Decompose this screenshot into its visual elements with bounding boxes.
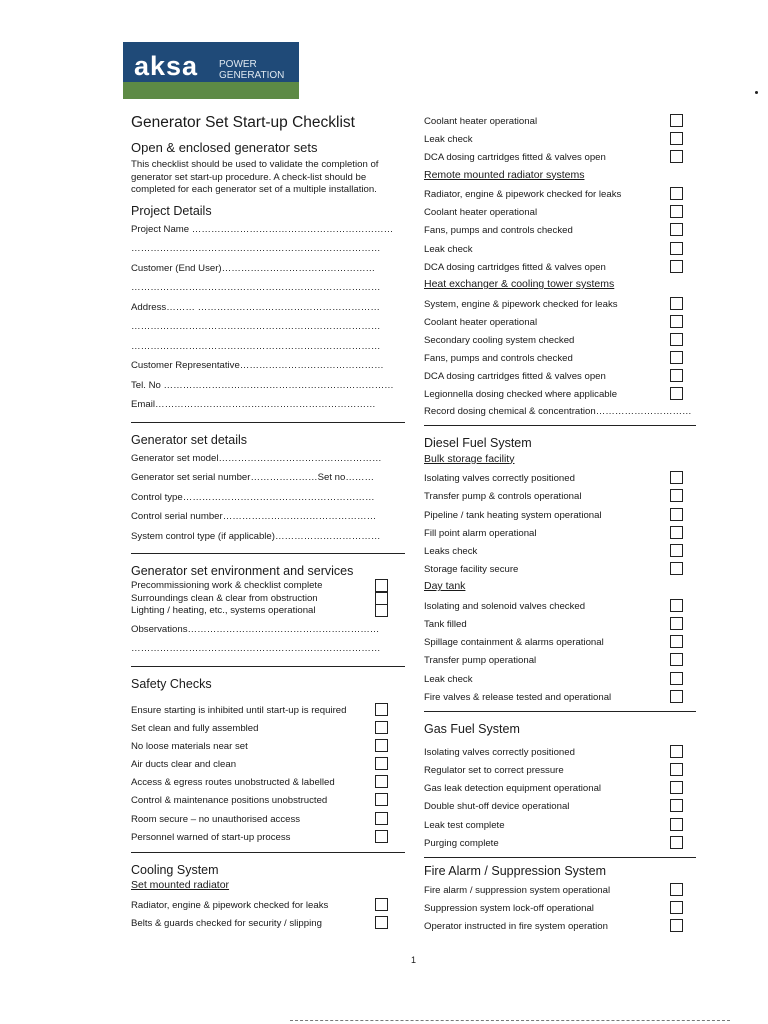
checklist-item [424, 883, 714, 901]
control-type-field[interactable]: Control type…………………………………………………… [131, 491, 375, 503]
checkbox[interactable] [670, 653, 683, 666]
checklist-item [131, 605, 411, 618]
page-title: Generator Set Start-up Checklist [131, 114, 355, 131]
checkbox[interactable] [375, 916, 388, 929]
checkbox[interactable] [670, 672, 683, 685]
checklist-item [424, 508, 714, 526]
checklist-item-label: Coolant heater operational [424, 116, 538, 127]
checklist-item-label: Regulator set to correct pressure [424, 765, 564, 777]
genset-serial-field[interactable]: Generator set serial number…………………Set no……… [131, 472, 375, 483]
checklist-item-label: Legionnella dosing checked where applicable [424, 389, 618, 401]
email-field[interactable]: Email…………………………………………………………… [131, 399, 376, 410]
gas-fuel-list [424, 745, 714, 854]
checklist-item [424, 297, 714, 315]
checklist-item-label: Double shut-off device operational [424, 801, 570, 813]
checklist-item-label: DCA dosing cartridges fitted & valves open [424, 261, 606, 273]
checklist-item [131, 580, 411, 593]
customer-field-cont[interactable]: …………………………………………………………………… [131, 282, 381, 293]
checklist-item-label: Leak check [424, 243, 473, 255]
checkbox[interactable] [670, 544, 683, 557]
checklist-item [424, 150, 714, 168]
checkbox[interactable] [670, 369, 683, 382]
checklist-item-label: Surroundings clean & clear from obstruction [131, 592, 318, 604]
checkbox[interactable] [670, 132, 683, 145]
checkbox[interactable] [670, 114, 683, 127]
checklist-item [131, 793, 411, 811]
checklist-item [424, 635, 714, 653]
fire-alarm-list [424, 883, 714, 938]
checklist-item-label: Coolant heater operational [424, 316, 538, 328]
checkbox[interactable] [375, 703, 388, 716]
checkbox[interactable] [670, 187, 683, 200]
checklist-item-label: Precommissioning work & checklist complete [131, 580, 323, 591]
checkbox[interactable] [375, 592, 388, 605]
bulk-storage-heading: Bulk storage facility [424, 452, 515, 465]
divider [131, 553, 405, 554]
project-details-heading: Project Details [131, 203, 212, 218]
checklist-item [131, 830, 411, 848]
checklist-item [131, 916, 411, 934]
safety-checks-list [131, 703, 411, 849]
company-logo [123, 42, 299, 99]
checklist-item-label: Isolating valves correctly positioned [424, 473, 575, 485]
checklist-item [424, 799, 714, 817]
checklist-item-label: Transfer pump & controls operational [424, 491, 582, 503]
checkbox[interactable] [375, 793, 388, 806]
checklist-item-label: Personnel warned of start-up process [131, 831, 291, 843]
checklist-item-label: Isolating valves correctly positioned [424, 746, 575, 758]
checklist-item [131, 703, 411, 721]
logo-sub-line-1: POWER [219, 59, 257, 70]
checklist-item-label: Radiator, engine & pipework checked for leaks [424, 189, 622, 201]
checkbox[interactable] [375, 757, 388, 770]
environment-list [131, 580, 411, 618]
checklist-item-label: Lighting / heating, etc., systems operational [131, 605, 316, 616]
remote-radiator-heading: Remote mounted radiator systems [424, 168, 585, 181]
checkbox[interactable] [670, 818, 683, 831]
checklist-item-label: No loose materials near set [131, 740, 248, 752]
checkbox[interactable] [670, 745, 683, 758]
checklist-item [424, 526, 714, 544]
checklist-item-label: Fill point alarm operational [424, 527, 537, 539]
checklist-item [131, 721, 411, 739]
cooling-continued-list [424, 114, 714, 169]
checkbox[interactable] [670, 223, 683, 236]
checklist-item-label: Transfer pump operational [424, 655, 537, 667]
description [131, 159, 411, 197]
checklist-item-label: Gas leak detection equipment operational [424, 783, 602, 795]
checkbox[interactable] [670, 526, 683, 539]
observations-field[interactable]: Observations…………………………………………………… [131, 623, 380, 635]
checkbox[interactable] [670, 333, 683, 346]
address-field-cont[interactable]: …………………………………………………………………… [131, 321, 381, 332]
checkbox[interactable] [670, 242, 683, 255]
checklist-item-label: Access & egress routes unobstructed & labelled [131, 777, 335, 789]
customer-field[interactable]: Customer (End User)………………………………………… [131, 262, 376, 274]
checkbox[interactable] [670, 562, 683, 575]
checklist-item [424, 617, 714, 635]
checklist-item-label: Secondary cooling system checked [424, 334, 575, 346]
scan-edge-noise [290, 1020, 730, 1024]
checklist-item-label: Ensure starting is inhibited until start-up is required [131, 704, 347, 716]
checklist-item [131, 775, 411, 793]
checkbox[interactable] [670, 205, 683, 218]
divider [131, 852, 405, 853]
checklist-item-label: DCA dosing cartridges fitted & valves open [424, 152, 606, 164]
checkbox[interactable] [670, 315, 683, 328]
checklist-item-label: Fire valves & release tested and operational [424, 691, 612, 703]
checkbox[interactable] [670, 599, 683, 612]
checkbox[interactable] [670, 901, 683, 914]
checkbox[interactable] [375, 739, 388, 752]
checklist-item-label: Leaks check [424, 545, 478, 557]
checklist-item [424, 387, 714, 405]
checklist-item-label: Leak check [424, 673, 473, 685]
diesel-fuel-heading: Diesel Fuel System [424, 435, 532, 450]
address-field-cont[interactable]: …………………………………………………………………… [131, 340, 381, 352]
description-line: generator set start-up procedure. A check-list should be [131, 171, 367, 183]
checklist-item [424, 919, 714, 937]
logo-sub-line-2: GENERATION [219, 70, 285, 81]
checkbox[interactable] [670, 150, 683, 163]
checklist-item-label: Set clean and fully assembled [131, 722, 259, 734]
page-subtitle: Open & enclosed generator sets [131, 140, 318, 155]
checklist-item [424, 242, 714, 260]
checklist-item [424, 836, 714, 854]
checkbox[interactable] [670, 836, 683, 849]
checkbox[interactable] [375, 579, 388, 592]
checklist-item [424, 653, 714, 671]
environment-heading: Generator set environment and services [131, 564, 354, 578]
checklist-item-label: Suppression system lock-off operational [424, 903, 594, 915]
checklist-item [424, 599, 714, 617]
checklist-item [424, 781, 714, 799]
checkbox[interactable] [375, 604, 388, 617]
checklist-item [424, 333, 714, 351]
fire-alarm-heading: Fire Alarm / Suppression System [424, 864, 607, 878]
checklist-item-label: Spillage containment & alarms operational [424, 637, 604, 649]
logo-subtitle [219, 59, 284, 81]
gas-fuel-heading: Gas Fuel System [424, 721, 520, 736]
checklist-item-label: Purging complete [424, 837, 499, 849]
checklist-item-label: Room secure – no unauthorised access [131, 813, 301, 825]
checklist-item-label: Fire alarm / suppression system operational [424, 885, 611, 896]
checklist-item-label: Fans, pumps and controls checked [424, 225, 573, 237]
checklist-item [424, 260, 714, 278]
checkbox[interactable] [375, 721, 388, 734]
checklist-item [424, 369, 714, 387]
checkbox[interactable] [670, 919, 683, 932]
genset-details-fields [131, 453, 411, 551]
project-name-field[interactable]: Project Name ……………………………………………………… [131, 223, 394, 235]
checklist-item [424, 818, 714, 836]
dosing-record-field[interactable]: Record dosing chemical & concentration………………………… [424, 405, 692, 417]
divider [424, 711, 696, 712]
logo-brand: aksa [134, 51, 199, 81]
system-control-type-field[interactable]: System control type (if applicable)…………………………… [131, 530, 381, 542]
checklist-item [424, 187, 714, 205]
checklist-item-label: Control & maintenance positions unobstructed [131, 795, 328, 807]
divider [424, 425, 696, 426]
remote-radiator-list [424, 187, 714, 278]
checklist-item-label: Coolant heater operational [424, 207, 538, 219]
checkbox[interactable] [670, 297, 683, 310]
checkbox[interactable] [670, 351, 683, 364]
checklist-item [424, 745, 714, 763]
checklist-item-label: System, engine & pipework checked for leaks [424, 298, 618, 310]
checkbox[interactable] [375, 898, 388, 911]
address-field[interactable]: Address……… ………………………………………………… [131, 301, 380, 313]
safety-checks-heading: Safety Checks [131, 676, 212, 691]
day-tank-heading: Day tank [424, 580, 466, 593]
checklist-item-label: Isolating and solenoid valves checked [424, 600, 586, 612]
tel-field[interactable]: Tel. No ……………………………………………………………… [131, 379, 394, 391]
checkbox[interactable] [670, 471, 683, 484]
divider [131, 666, 405, 667]
cooling-system-heading: Cooling System [131, 863, 219, 877]
checklist-item [424, 672, 714, 690]
page-number: 1 [411, 955, 417, 965]
checkbox[interactable] [375, 812, 388, 825]
checkbox[interactable] [670, 617, 683, 630]
checklist-item-label: Leak test complete [424, 819, 505, 831]
observations-field-cont[interactable]: …………………………………………………………………… [131, 643, 381, 654]
checklist-item-label: Fans, pumps and controls checked [424, 353, 573, 365]
logo-band [123, 82, 299, 99]
left-column [131, 114, 411, 934]
checkbox[interactable] [670, 635, 683, 648]
project-name-field-cont[interactable]: …………………………………………………………………… [131, 243, 381, 254]
heat-exchanger-list [424, 297, 714, 406]
checklist-item [424, 763, 714, 781]
checklist-item [424, 489, 714, 507]
checklist-item-label: Operator instructed in fire system operation [424, 921, 608, 933]
checkbox[interactable] [670, 883, 683, 896]
checkbox[interactable] [670, 690, 683, 703]
checklist-item [424, 132, 714, 150]
checklist-item [424, 544, 714, 562]
description-line: This checklist should be used to validate the completion of [131, 159, 379, 170]
checkbox[interactable] [670, 489, 683, 502]
right-column [424, 114, 714, 938]
checklist-item [424, 562, 714, 580]
checklist-item [131, 593, 411, 606]
checklist-item-label: Pipeline / tank heating system operational [424, 509, 602, 521]
cooling-list [131, 898, 411, 934]
checklist-item [131, 739, 411, 757]
checklist-item-label: Leak check [424, 134, 473, 146]
checkbox[interactable] [670, 387, 683, 400]
checklist-item-label: Radiator, engine & pipework checked for leaks [131, 899, 329, 911]
checklist-item-label: DCA dosing cartridges fitted & valves open [424, 371, 606, 383]
checkbox[interactable] [670, 799, 683, 812]
checkbox[interactable] [375, 775, 388, 788]
genset-model-field[interactable]: Generator set model…………………………………………… [131, 452, 382, 464]
checklist-item [131, 757, 411, 775]
heat-exchanger-heading: Heat exchanger & cooling tower systems [424, 278, 615, 290]
set-mounted-radiator-heading: Set mounted radiator [131, 879, 230, 891]
divider [131, 422, 405, 423]
checklist-item [424, 205, 714, 223]
description-line: completed for each generator set of a multiple installation. [131, 184, 377, 195]
checklist-item [424, 471, 714, 489]
checklist-item [424, 114, 714, 132]
divider [424, 857, 696, 858]
checklist-item [424, 901, 714, 919]
checklist-item-label: Air ducts clear and clean [131, 759, 237, 771]
checklist-item [131, 812, 411, 830]
checkbox[interactable] [670, 763, 683, 776]
checklist-item [424, 315, 714, 333]
checklist-item-label: Storage facility secure [424, 564, 519, 576]
scan-speck [755, 91, 758, 94]
checklist-item [131, 898, 411, 916]
project-details-fields [131, 224, 411, 419]
checklist-item-label: Tank filled [424, 618, 467, 630]
control-serial-field[interactable]: Control serial number………………………………………… [131, 511, 377, 522]
checklist-item [424, 690, 714, 708]
checklist-item [424, 223, 714, 241]
genset-details-heading: Generator set details [131, 432, 248, 447]
day-tank-list [424, 599, 714, 708]
checklist-item [424, 351, 714, 369]
checkbox[interactable] [670, 260, 683, 273]
customer-rep-field[interactable]: Customer Representative……………………………………… [131, 360, 384, 371]
checkbox[interactable] [375, 830, 388, 843]
bulk-storage-list [424, 471, 714, 580]
checkbox[interactable] [670, 508, 683, 521]
checkbox[interactable] [670, 781, 683, 794]
checklist-item-label: Belts & guards checked for security / slipping [131, 917, 322, 929]
